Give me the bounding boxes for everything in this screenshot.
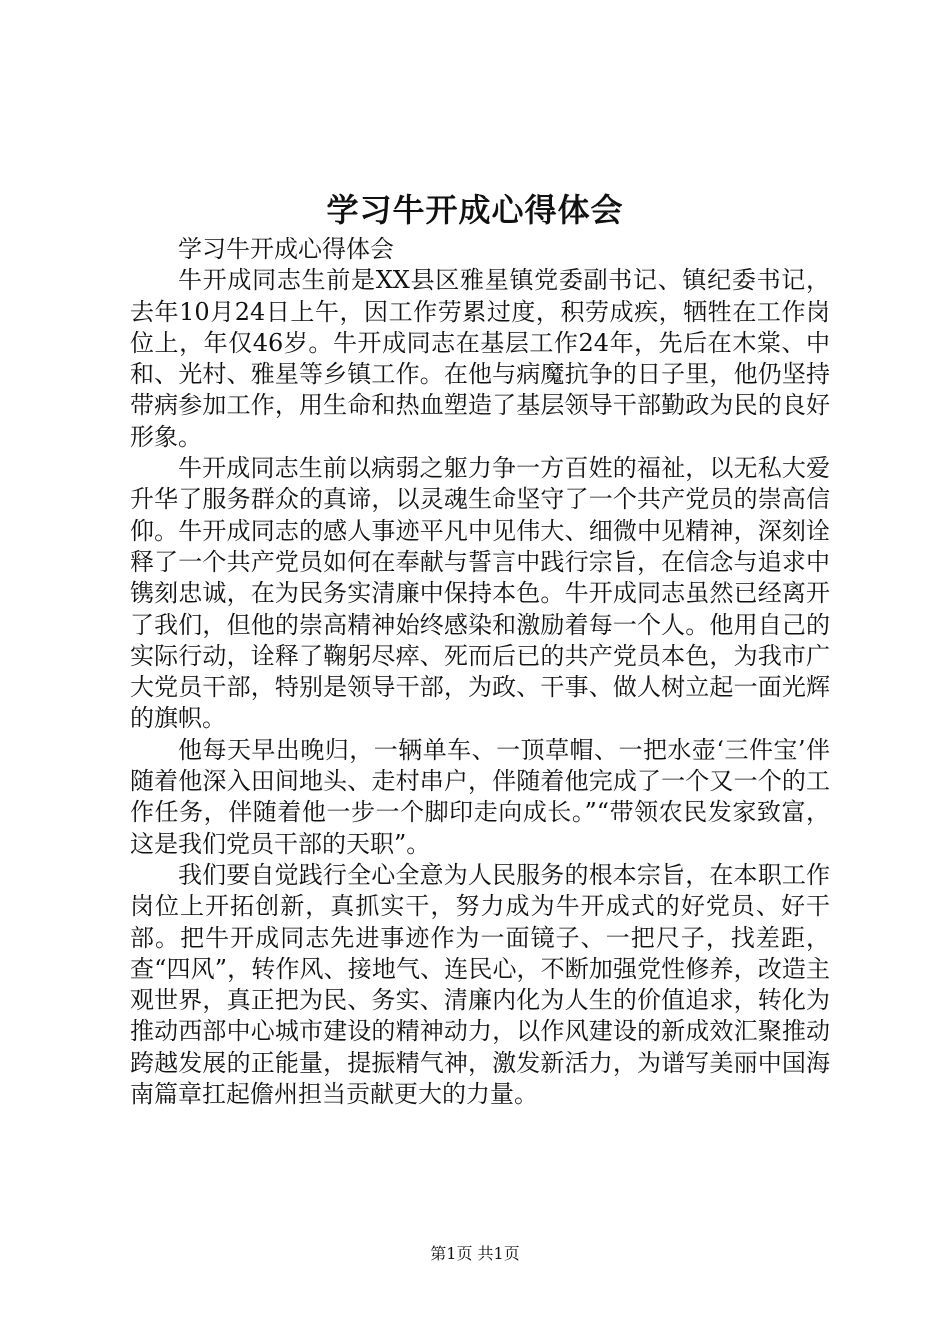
body-paragraph-subtitle: 学习牛开成心得体会	[178, 235, 394, 263]
document-title: 学习牛开成心得体会	[326, 191, 624, 229]
document-body	[130, 234, 830, 1110]
body-paragraph: 牛开成同志生前以病弱之躯力争一方百姓的福祉，以无私大爱升华了服务群众的真谛，以灵魂生命坚守了一个共产党员的崇高信仰。牛开成同志的感人事迹平凡中见伟大、细微中见精神，深刻诠释了一个共产党员如何在奉献与誓言中践行宗旨，在信念与追求中镌刻忠诚，在为民务实清廉中保持本色。牛开成同志虽然已经离开了我们，但他的崇高精神始终感染和激励着每一个人。他用自己的实际行动，诠释了鞠躬尽瘁、死而后已的共产党员本色，为我市广大党员干部，特别是领导干部，为政、干事、做人树立起一面光辉的旗帜。	[130, 454, 830, 733]
body-paragraph: 牛开成同志生前是XX县区雅星镇党委副书记、镇纪委书记，去年10月24日上午，因工作劳累过度，积劳成疾，牺牲在工作岗位上，年仅46岁。牛开成同志在基层工作24年，先后在木棠、中和、光村、雅星等乡镇工作。在他与病魔抗争的日子里，他仍坚持带病参加工作，用生命和热血塑造了基层领导干部勤政为民的良好形象。	[130, 266, 830, 451]
page-number-footer: 第1页 共1页	[430, 1244, 520, 1263]
body-paragraph: 他每天早出晚归，一辆单车、一顶草帽、一把水壶‘三件宝’伴随着他深入田间地头、走村串户，伴随着他完成了一个又一个的工作任务，伴随着他一步一个脚印走向成长。”“带领农民发家致富，这是我们党员干部的天职”。	[130, 735, 830, 858]
body-paragraph: 我们要自觉践行全心全意为人民服务的根本宗旨，在本职工作岗位上开拓创新，真抓实干，努力成为牛开成式的好党员、好干部。把牛开成同志先进事迹作为一面镜子、一把尺子，找差距，查“四风”，转作风、接地气、连民心，不断加强党性修养，改造主观世界，真正把为民、务实、清廉内化为人生的价值追求，转化为推动西部中心城市建设的精神动力，以作风建设的新成效汇聚推动跨越发展的正能量，提振精气神，激发新活力，为谱写美丽中国海南篇章扛起儋州担当贡献更大的力量。	[130, 860, 830, 1109]
